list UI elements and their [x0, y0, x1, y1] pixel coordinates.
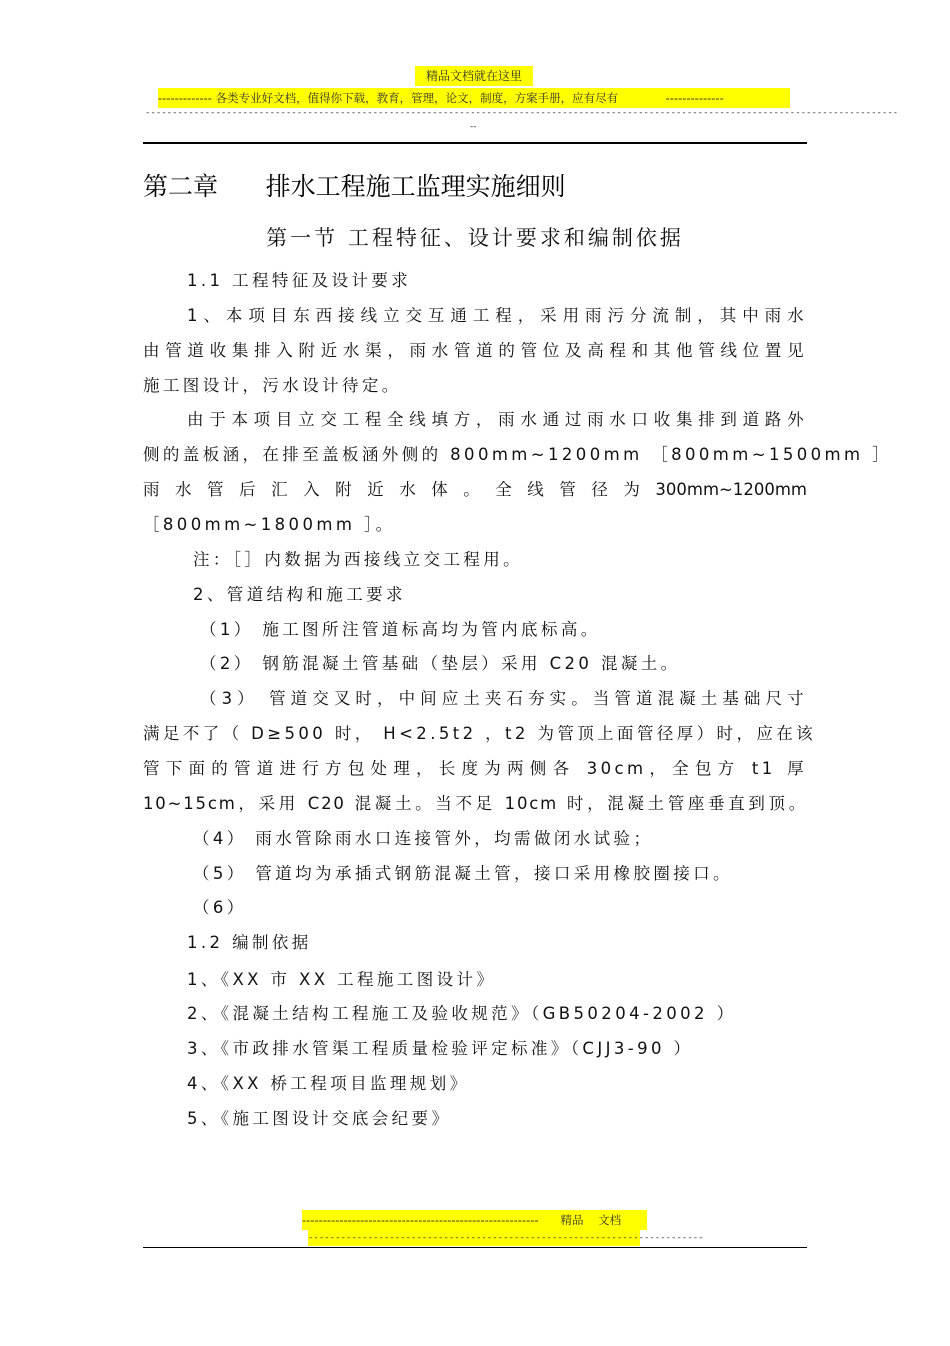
reference-item: 1、《XX 市 XX 工程施工图设计》 [187, 970, 497, 989]
paragraph-line: 雨 水 管 后 汇 入 附 近 水 体 。 全 线 管 径 为 300mm~1200mm [143, 480, 807, 499]
paragraph-line: 满足不了（ D≥500 时， H<2.5t2 ，t2 为管顶上面管径厚）时，应在该 [143, 724, 817, 743]
list-item: （5） 管道均为承插式钢筋混凝土管，接口采用橡胶圈接口。 [193, 864, 733, 883]
header-dash-line: ------------------------------------------------------------------------------------------------------------------------------------------- [145, 108, 899, 118]
list-item: （6） [193, 898, 247, 917]
paragraph-line: 侧的盖板涵，在排至盖板涵外侧的 800mm~1200mm ［800mm~1500mm ］ [143, 445, 893, 464]
chapter-title: 第二章 排水工程施工监理实施细则 [143, 172, 566, 201]
paragraph-line: ［800mm~1800mm ］。 [143, 515, 396, 534]
reference-item: 5、《施工图设计交底会纪要》 [187, 1109, 452, 1128]
footer-dash-line: ------------------------------------------------------------------------- [308, 1230, 640, 1246]
list-item: （3） 管道交叉时，中间应土夹石夯实。当管道混凝土基础尺寸 [200, 689, 807, 708]
list-item: （4） 雨水管除雨水口连接管外，均需做闭水试验； [193, 829, 654, 848]
paragraph-line: 管下面的管道进行方包处理，长度为两侧各 30cm，全包方 t1 厚 [143, 759, 807, 778]
paragraph-line: 由于本项目立交工程全线填方，雨水通过雨水口收集排到道路外 [187, 410, 807, 429]
section-title: 第一节 工程特征、设计要求和编制依据 [266, 226, 684, 250]
subsection-heading: 2、管道结构和施工要求 [193, 585, 406, 604]
footer-rule [143, 1247, 807, 1248]
reference-item: 2、《混凝土结构工程施工及验收规范》（GB50204-2002 ） [187, 1004, 737, 1023]
header-banner-subtitle: ------------- 各类专业好文档，值得你下载，教育，管理，论文，制度，方案手册，应有尽有 -------------- [158, 88, 790, 108]
footer-banner: --------------------------------------------------------- 精品 文档 [302, 1210, 647, 1230]
subsection-heading: 1.2 编制依据 [187, 933, 312, 952]
list-item: （2） 钢筋混凝土管基础（垫层）采用 C20 混凝土。 [200, 654, 681, 673]
header-rule [143, 142, 807, 144]
reference-item: 3、《市政排水管渠工程质量检验评定标准》（CJJ3-90 ） [187, 1039, 694, 1058]
paragraph-line: 1、本项目东西接线立交互通工程，采用雨污分流制，其中雨水 [187, 306, 807, 325]
paragraph-line: 施工图设计，污水设计待定。 [143, 376, 402, 395]
paragraph-line: 10~15cm，采用 C20 混凝土。当不足 10cm 时，混凝土管座垂直到顶。 [143, 794, 807, 813]
header-dash-tail: -- [470, 122, 477, 132]
subsection-heading: 1.1 工程特征及设计要求 [187, 271, 412, 290]
header-banner-title: 精品文档就在这里 [415, 66, 533, 86]
reference-item: 4、《XX 桥工程项目监理规划》 [187, 1074, 470, 1093]
list-item: （1） 施工图所注管道标高均为管内底标高。 [200, 620, 601, 639]
paragraph-line: 由管道收集排入附近水渠，雨水管道的管位及高程和其他管线位置见 [143, 341, 807, 360]
note-line: 注：［］内数据为西接线立交工程用。 [193, 550, 524, 569]
